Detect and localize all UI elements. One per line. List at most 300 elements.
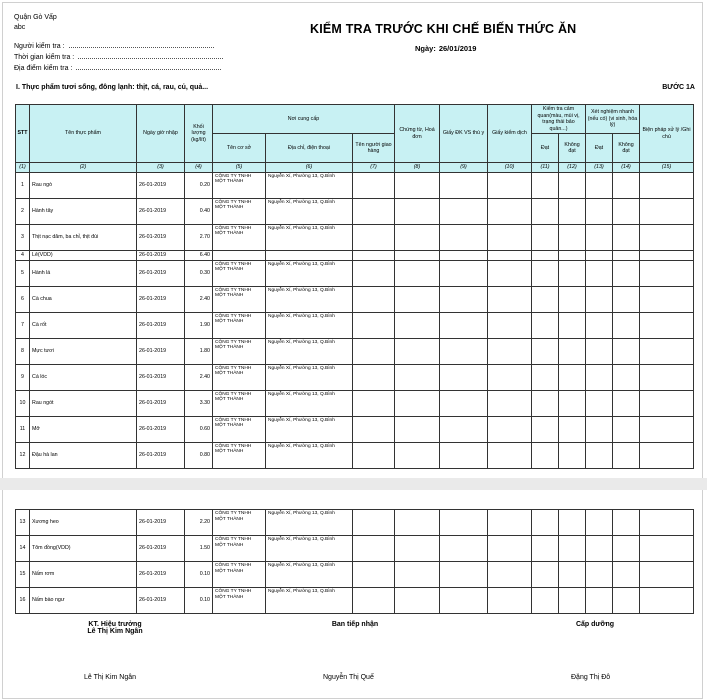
row-sensory-pass xyxy=(532,562,559,588)
row-action xyxy=(640,588,694,614)
row-rapid-pass xyxy=(586,172,613,198)
row-facility: CÔNG TY TNHH MỘT THÀNH xyxy=(213,588,266,614)
row-address: Nguyễn Xí, Phường 13, Q.Bình xyxy=(266,588,353,614)
row-weight: 0.10 xyxy=(185,562,213,588)
column-index: (7) xyxy=(353,163,395,173)
row-deliverer xyxy=(353,286,395,312)
row-sensory-fail xyxy=(559,364,586,390)
row-facility: CÔNG TY TNHH MỘT THÀNH xyxy=(213,172,266,198)
row-deliverer xyxy=(353,338,395,364)
row-deliverer xyxy=(353,260,395,286)
row-address: Nguyễn Xí, Phường 13, Q.Bình xyxy=(266,510,353,536)
row-quarantine xyxy=(488,510,532,536)
row-facility: CÔNG TY TNHH MỘT THÀNH xyxy=(213,510,266,536)
row-quarantine xyxy=(488,390,532,416)
row-quarantine xyxy=(488,588,532,614)
row-rapid-fail xyxy=(613,172,640,198)
row-address: Nguyễn Xí, Phường 13, Q.Bình xyxy=(266,286,353,312)
row-facility: CÔNG TY TNHH MỘT THÀNH xyxy=(213,536,266,562)
row-sensory-fail xyxy=(559,510,586,536)
row-hygiene-cert xyxy=(440,416,488,442)
column-index: (11) xyxy=(532,163,559,173)
row-sensory-pass xyxy=(532,390,559,416)
row-food-name: Rau ngò xyxy=(30,172,137,198)
row-weight: 2.40 xyxy=(185,286,213,312)
row-facility: CÔNG TY TNHH MỘT THÀNH xyxy=(213,364,266,390)
row-rapid-pass xyxy=(586,588,613,614)
row-invoice xyxy=(395,338,440,364)
column-index-row xyxy=(16,163,694,173)
row-address: Nguyễn Xí, Phường 13, Q.Bình xyxy=(266,364,353,390)
row-sensory-pass xyxy=(532,224,559,250)
row-weight: 2.70 xyxy=(185,224,213,250)
table-row xyxy=(16,442,694,468)
row-deliverer xyxy=(353,198,395,224)
row-invoice xyxy=(395,536,440,562)
row-sensory-fail xyxy=(559,338,586,364)
row-hygiene-cert xyxy=(440,364,488,390)
row-sensory-fail xyxy=(559,588,586,614)
row-sensory-fail xyxy=(559,250,586,260)
table-row xyxy=(16,286,694,312)
row-weight: 0.10 xyxy=(185,588,213,614)
row-quarantine xyxy=(488,442,532,468)
row-quarantine xyxy=(488,224,532,250)
row-food-name: Cà chua xyxy=(30,286,137,312)
row-sensory-fail xyxy=(559,172,586,198)
row-rapid-pass xyxy=(586,338,613,364)
row-invoice xyxy=(395,172,440,198)
row-rapid-fail xyxy=(613,510,640,536)
row-food-name: Cà rốt xyxy=(30,312,137,338)
row-address: Nguyễn Xí, Phường 13, Q.Bình xyxy=(266,562,353,588)
row-rapid-fail xyxy=(613,562,640,588)
row-rapid-pass xyxy=(586,442,613,468)
col-food-name: Tên thực phẩm xyxy=(30,105,137,163)
row-invoice xyxy=(395,198,440,224)
row-stt: 8 xyxy=(16,338,30,364)
row-received-time: 26-01-2019 xyxy=(137,338,185,364)
row-food-name: Lê(VDD) xyxy=(30,250,137,260)
col-deliverer: Tên người giao hàng xyxy=(353,134,395,163)
receiver-title: Ban tiếp nhận xyxy=(331,621,379,628)
table-body-page-1 xyxy=(16,172,694,468)
receiver-name: Nguyễn Thị Quế xyxy=(323,674,374,681)
row-address xyxy=(266,250,353,260)
col-sensory-pass: Đạt xyxy=(532,134,559,163)
row-address: Nguyễn Xí, Phường 13, Q.Bình xyxy=(266,172,353,198)
row-address: Nguyễn Xí, Phường 13, Q.Bình xyxy=(266,198,353,224)
row-received-time: 26-01-2019 xyxy=(137,510,185,536)
row-rapid-pass xyxy=(586,198,613,224)
row-facility: CÔNG TY TNHH MỘT THÀNH xyxy=(213,312,266,338)
row-rapid-fail xyxy=(613,536,640,562)
row-action xyxy=(640,250,694,260)
row-received-time: 26-01-2019 xyxy=(137,536,185,562)
row-rapid-pass xyxy=(586,260,613,286)
row-address: Nguyễn Xí, Phường 13, Q.Bình xyxy=(266,260,353,286)
row-food-name: Đậu hà lan xyxy=(30,442,137,468)
col-address: Địa chỉ, điện thoại xyxy=(266,134,353,163)
page-separator xyxy=(0,478,707,490)
col-quarantine: Giấy kiểm dịch xyxy=(488,105,532,163)
column-index: (9) xyxy=(440,163,488,173)
time-blank xyxy=(78,52,223,59)
row-action xyxy=(640,172,694,198)
row-action xyxy=(640,260,694,286)
row-food-name: Hành tây xyxy=(30,198,137,224)
date-label: Ngày: xyxy=(415,44,436,53)
row-sensory-pass xyxy=(532,510,559,536)
row-food-name: Nấm rơm xyxy=(30,562,137,588)
row-facility: CÔNG TY TNHH MỘT THÀNH xyxy=(213,224,266,250)
row-invoice xyxy=(395,250,440,260)
row-rapid-pass xyxy=(586,250,613,260)
table-row xyxy=(16,390,694,416)
row-stt: 13 xyxy=(16,510,30,536)
row-invoice xyxy=(395,510,440,536)
row-rapid-fail xyxy=(613,390,640,416)
row-action xyxy=(640,364,694,390)
column-index: (15) xyxy=(640,163,694,173)
column-index: (12) xyxy=(559,163,586,173)
time-label: Thời gian kiểm tra : xyxy=(14,54,75,61)
row-rapid-fail xyxy=(613,364,640,390)
row-sensory-pass xyxy=(532,172,559,198)
table-row xyxy=(16,562,694,588)
row-rapid-fail xyxy=(613,260,640,286)
row-received-time: 26-01-2019 xyxy=(137,588,185,614)
row-stt: 16 xyxy=(16,588,30,614)
step-label: BƯỚC 1A xyxy=(662,84,695,91)
row-sensory-pass xyxy=(532,442,559,468)
district-name: Quận Gò Vấp xyxy=(14,14,57,21)
row-sensory-fail xyxy=(559,562,586,588)
column-index: (4) xyxy=(185,163,213,173)
row-weight: 0.30 xyxy=(185,260,213,286)
table-row xyxy=(16,536,694,562)
row-address: Nguyễn Xí, Phường 13, Q.Bình xyxy=(266,338,353,364)
row-sensory-fail xyxy=(559,198,586,224)
row-rapid-pass xyxy=(586,312,613,338)
principal-name: Lê Thị Kim Ngân xyxy=(84,674,137,681)
row-action xyxy=(640,416,694,442)
col-sensory: Kiểm tra cảm quan(màu, mùi vị, trạng thái bảo quản...) xyxy=(532,105,586,134)
col-rapid-pass: Đạt xyxy=(586,134,613,163)
row-invoice xyxy=(395,224,440,250)
row-rapid-pass xyxy=(586,390,613,416)
supplier-title: Cấp dưỡng xyxy=(575,621,615,628)
row-deliverer xyxy=(353,536,395,562)
inspector-blank xyxy=(69,41,214,48)
date-value: 26/01/2019 xyxy=(438,44,477,53)
row-address: Nguyễn Xí, Phường 13, Q.Bình xyxy=(266,536,353,562)
row-hygiene-cert xyxy=(440,588,488,614)
row-address: Nguyễn Xí, Phường 13, Q.Bình xyxy=(266,312,353,338)
organization-block xyxy=(14,13,57,33)
column-index: (8) xyxy=(395,163,440,173)
row-received-time: 26-01-2019 xyxy=(137,198,185,224)
col-action: Biện pháp xử lý /Ghi chú xyxy=(640,105,694,163)
row-food-name: Rau ngót xyxy=(30,390,137,416)
row-rapid-fail xyxy=(613,250,640,260)
row-received-time: 26-01-2019 xyxy=(137,312,185,338)
row-received-time: 26-01-2019 xyxy=(137,562,185,588)
column-index: (3) xyxy=(137,163,185,173)
row-sensory-pass xyxy=(532,364,559,390)
table-row xyxy=(16,312,694,338)
row-rapid-fail xyxy=(613,198,640,224)
row-rapid-pass xyxy=(586,536,613,562)
principal-subtitle: Lê Thị Kim Ngân xyxy=(87,628,143,635)
section-title: I. Thực phẩm tươi sống, đông lạnh: thịt, cá, rau, củ, quả... xyxy=(16,84,209,91)
column-index: (10) xyxy=(488,163,532,173)
col-received-time: Ngày giờ nhập xyxy=(137,105,185,163)
row-stt: 2 xyxy=(16,198,30,224)
row-quarantine xyxy=(488,312,532,338)
column-index: (14) xyxy=(613,163,640,173)
row-invoice xyxy=(395,588,440,614)
col-weight: Khối lượng (kg/lít) xyxy=(185,105,213,163)
row-rapid-fail xyxy=(613,312,640,338)
row-invoice xyxy=(395,442,440,468)
row-invoice xyxy=(395,364,440,390)
row-hygiene-cert xyxy=(440,312,488,338)
row-quarantine xyxy=(488,260,532,286)
row-weight: 6.40 xyxy=(185,250,213,260)
row-received-time: 26-01-2019 xyxy=(137,260,185,286)
row-stt: 3 xyxy=(16,224,30,250)
row-received-time: 26-01-2019 xyxy=(137,390,185,416)
row-rapid-fail xyxy=(613,286,640,312)
row-food-name: Hành lá xyxy=(30,260,137,286)
row-quarantine xyxy=(488,198,532,224)
row-quarantine xyxy=(488,338,532,364)
row-stt: 7 xyxy=(16,312,30,338)
column-index: (5) xyxy=(213,163,266,173)
table-row xyxy=(16,416,694,442)
row-food-name: Mực tươi xyxy=(30,338,137,364)
col-stt: STT xyxy=(16,105,30,163)
row-address: Nguyễn Xí, Phường 13, Q.Bình xyxy=(266,390,353,416)
row-hygiene-cert xyxy=(440,390,488,416)
principal-signature-block xyxy=(80,621,150,635)
row-facility xyxy=(213,250,266,260)
row-sensory-fail xyxy=(559,416,586,442)
row-hygiene-cert xyxy=(440,250,488,260)
row-deliverer xyxy=(353,390,395,416)
row-received-time: 26-01-2019 xyxy=(137,416,185,442)
row-sensory-pass xyxy=(532,286,559,312)
row-food-name: Cá lóc xyxy=(30,364,137,390)
row-received-time: 26-01-2019 xyxy=(137,442,185,468)
row-hygiene-cert xyxy=(440,338,488,364)
row-received-time: 26-01-2019 xyxy=(137,224,185,250)
row-weight: 1.50 xyxy=(185,536,213,562)
row-food-name: Mỡ xyxy=(30,416,137,442)
row-rapid-pass xyxy=(586,224,613,250)
row-food-name: Nấm bào ngư xyxy=(30,588,137,614)
row-hygiene-cert xyxy=(440,260,488,286)
row-hygiene-cert xyxy=(440,286,488,312)
row-sensory-pass xyxy=(532,536,559,562)
row-facility: CÔNG TY TNHH MỘT THÀNH xyxy=(213,562,266,588)
row-quarantine xyxy=(488,562,532,588)
row-weight: 0.20 xyxy=(185,172,213,198)
row-address: Nguyễn Xí, Phường 13, Q.Bình xyxy=(266,224,353,250)
row-hygiene-cert xyxy=(440,198,488,224)
row-weight: 2.20 xyxy=(185,510,213,536)
row-invoice xyxy=(395,562,440,588)
row-action xyxy=(640,286,694,312)
row-quarantine xyxy=(488,250,532,260)
document-title: KIỂM TRA TRƯỚC KHI CHẾ BIẾN THỨC ĂN xyxy=(310,22,577,36)
col-facility: Tên cơ sở xyxy=(213,134,266,163)
table-row xyxy=(16,198,694,224)
row-weight: 0.80 xyxy=(185,442,213,468)
row-sensory-pass xyxy=(532,198,559,224)
inspection-table xyxy=(15,104,694,469)
row-action xyxy=(640,198,694,224)
row-received-time: 26-01-2019 xyxy=(137,250,185,260)
inspector-line xyxy=(14,41,214,52)
col-hygiene-cert: Giấy ĐK VS thú y xyxy=(440,105,488,163)
row-stt: 6 xyxy=(16,286,30,312)
row-deliverer xyxy=(353,510,395,536)
row-sensory-pass xyxy=(532,588,559,614)
row-quarantine xyxy=(488,416,532,442)
row-hygiene-cert xyxy=(440,172,488,198)
row-food-name: Thịt nạc dăm, ba chỉ, thịt đùi xyxy=(30,224,137,250)
table-row xyxy=(16,588,694,614)
row-sensory-fail xyxy=(559,260,586,286)
col-invoice: Chứng từ, Hoá đơn xyxy=(395,105,440,163)
row-facility: CÔNG TY TNHH MỘT THÀNH xyxy=(213,416,266,442)
row-deliverer xyxy=(353,364,395,390)
row-hygiene-cert xyxy=(440,442,488,468)
place-label: Địa điểm kiểm tra : xyxy=(14,65,73,72)
row-action xyxy=(640,338,694,364)
column-index: (13) xyxy=(586,163,613,173)
row-deliverer xyxy=(353,172,395,198)
row-action xyxy=(640,510,694,536)
row-facility: CÔNG TY TNHH MỘT THÀNH xyxy=(213,198,266,224)
col-rapid-fail: Không đạt xyxy=(613,134,640,163)
row-received-time: 26-01-2019 xyxy=(137,172,185,198)
row-stt: 10 xyxy=(16,390,30,416)
row-invoice xyxy=(395,312,440,338)
inspector-label: Người kiểm tra : xyxy=(14,43,65,50)
row-weight: 3.30 xyxy=(185,390,213,416)
row-stt: 9 xyxy=(16,364,30,390)
document-date xyxy=(412,44,476,53)
row-hygiene-cert xyxy=(440,224,488,250)
supplier-name: Đặng Thị Đô xyxy=(571,674,611,681)
row-stt: 15 xyxy=(16,562,30,588)
row-sensory-pass xyxy=(532,312,559,338)
row-rapid-fail xyxy=(613,588,640,614)
row-deliverer xyxy=(353,442,395,468)
row-invoice xyxy=(395,390,440,416)
row-quarantine xyxy=(488,536,532,562)
row-weight: 2.40 xyxy=(185,364,213,390)
table-row xyxy=(16,260,694,286)
column-index: (1) xyxy=(16,163,30,173)
row-rapid-pass xyxy=(586,364,613,390)
row-facility: CÔNG TY TNHH MỘT THÀNH xyxy=(213,286,266,312)
table-row xyxy=(16,338,694,364)
row-rapid-pass xyxy=(586,562,613,588)
row-sensory-fail xyxy=(559,442,586,468)
row-quarantine xyxy=(488,286,532,312)
row-sensory-fail xyxy=(559,536,586,562)
row-action xyxy=(640,536,694,562)
row-sensory-fail xyxy=(559,390,586,416)
row-stt: 11 xyxy=(16,416,30,442)
row-action xyxy=(640,312,694,338)
row-food-name: Xương heo xyxy=(30,510,137,536)
place-line xyxy=(14,63,221,74)
inspection-table-continued xyxy=(15,509,694,614)
row-rapid-fail xyxy=(613,338,640,364)
row-food-name: Tôm đồng(VDD) xyxy=(30,536,137,562)
place-blank xyxy=(76,63,221,70)
row-hygiene-cert xyxy=(440,562,488,588)
row-address: Nguyễn Xí, Phường 13, Q.Bình xyxy=(266,416,353,442)
row-rapid-fail xyxy=(613,224,640,250)
table-row xyxy=(16,250,694,260)
school-name: abc xyxy=(14,24,26,31)
row-action xyxy=(640,224,694,250)
row-weight: 0.60 xyxy=(185,416,213,442)
row-sensory-fail xyxy=(559,312,586,338)
row-rapid-pass xyxy=(586,416,613,442)
row-action xyxy=(640,390,694,416)
row-rapid-pass xyxy=(586,286,613,312)
row-received-time: 26-01-2019 xyxy=(137,286,185,312)
row-deliverer xyxy=(353,312,395,338)
table-row xyxy=(16,364,694,390)
row-facility: CÔNG TY TNHH MỘT THÀNH xyxy=(213,338,266,364)
col-rapid-test: Xét nghiệm nhanh (nếu có) (vi sinh, hóa lý) xyxy=(586,105,640,134)
row-hygiene-cert xyxy=(440,536,488,562)
row-stt: 14 xyxy=(16,536,30,562)
row-address: Nguyễn Xí, Phường 13, Q.Bình xyxy=(266,442,353,468)
row-sensory-pass xyxy=(532,338,559,364)
col-supplier: Nơi cung cấp xyxy=(213,105,395,134)
row-sensory-pass xyxy=(532,250,559,260)
table-row xyxy=(16,510,694,536)
time-line xyxy=(14,52,223,63)
row-deliverer xyxy=(353,224,395,250)
row-weight: 0.40 xyxy=(185,198,213,224)
row-invoice xyxy=(395,416,440,442)
row-weight: 1.90 xyxy=(185,312,213,338)
row-invoice xyxy=(395,286,440,312)
row-deliverer xyxy=(353,250,395,260)
row-rapid-pass xyxy=(586,510,613,536)
row-quarantine xyxy=(488,172,532,198)
row-stt: 4 xyxy=(16,250,30,260)
row-sensory-fail xyxy=(559,286,586,312)
table-body-page-2 xyxy=(16,510,694,614)
row-deliverer xyxy=(353,416,395,442)
row-received-time: 26-01-2019 xyxy=(137,364,185,390)
row-quarantine xyxy=(488,364,532,390)
row-deliverer xyxy=(353,562,395,588)
row-stt: 12 xyxy=(16,442,30,468)
row-action xyxy=(640,562,694,588)
